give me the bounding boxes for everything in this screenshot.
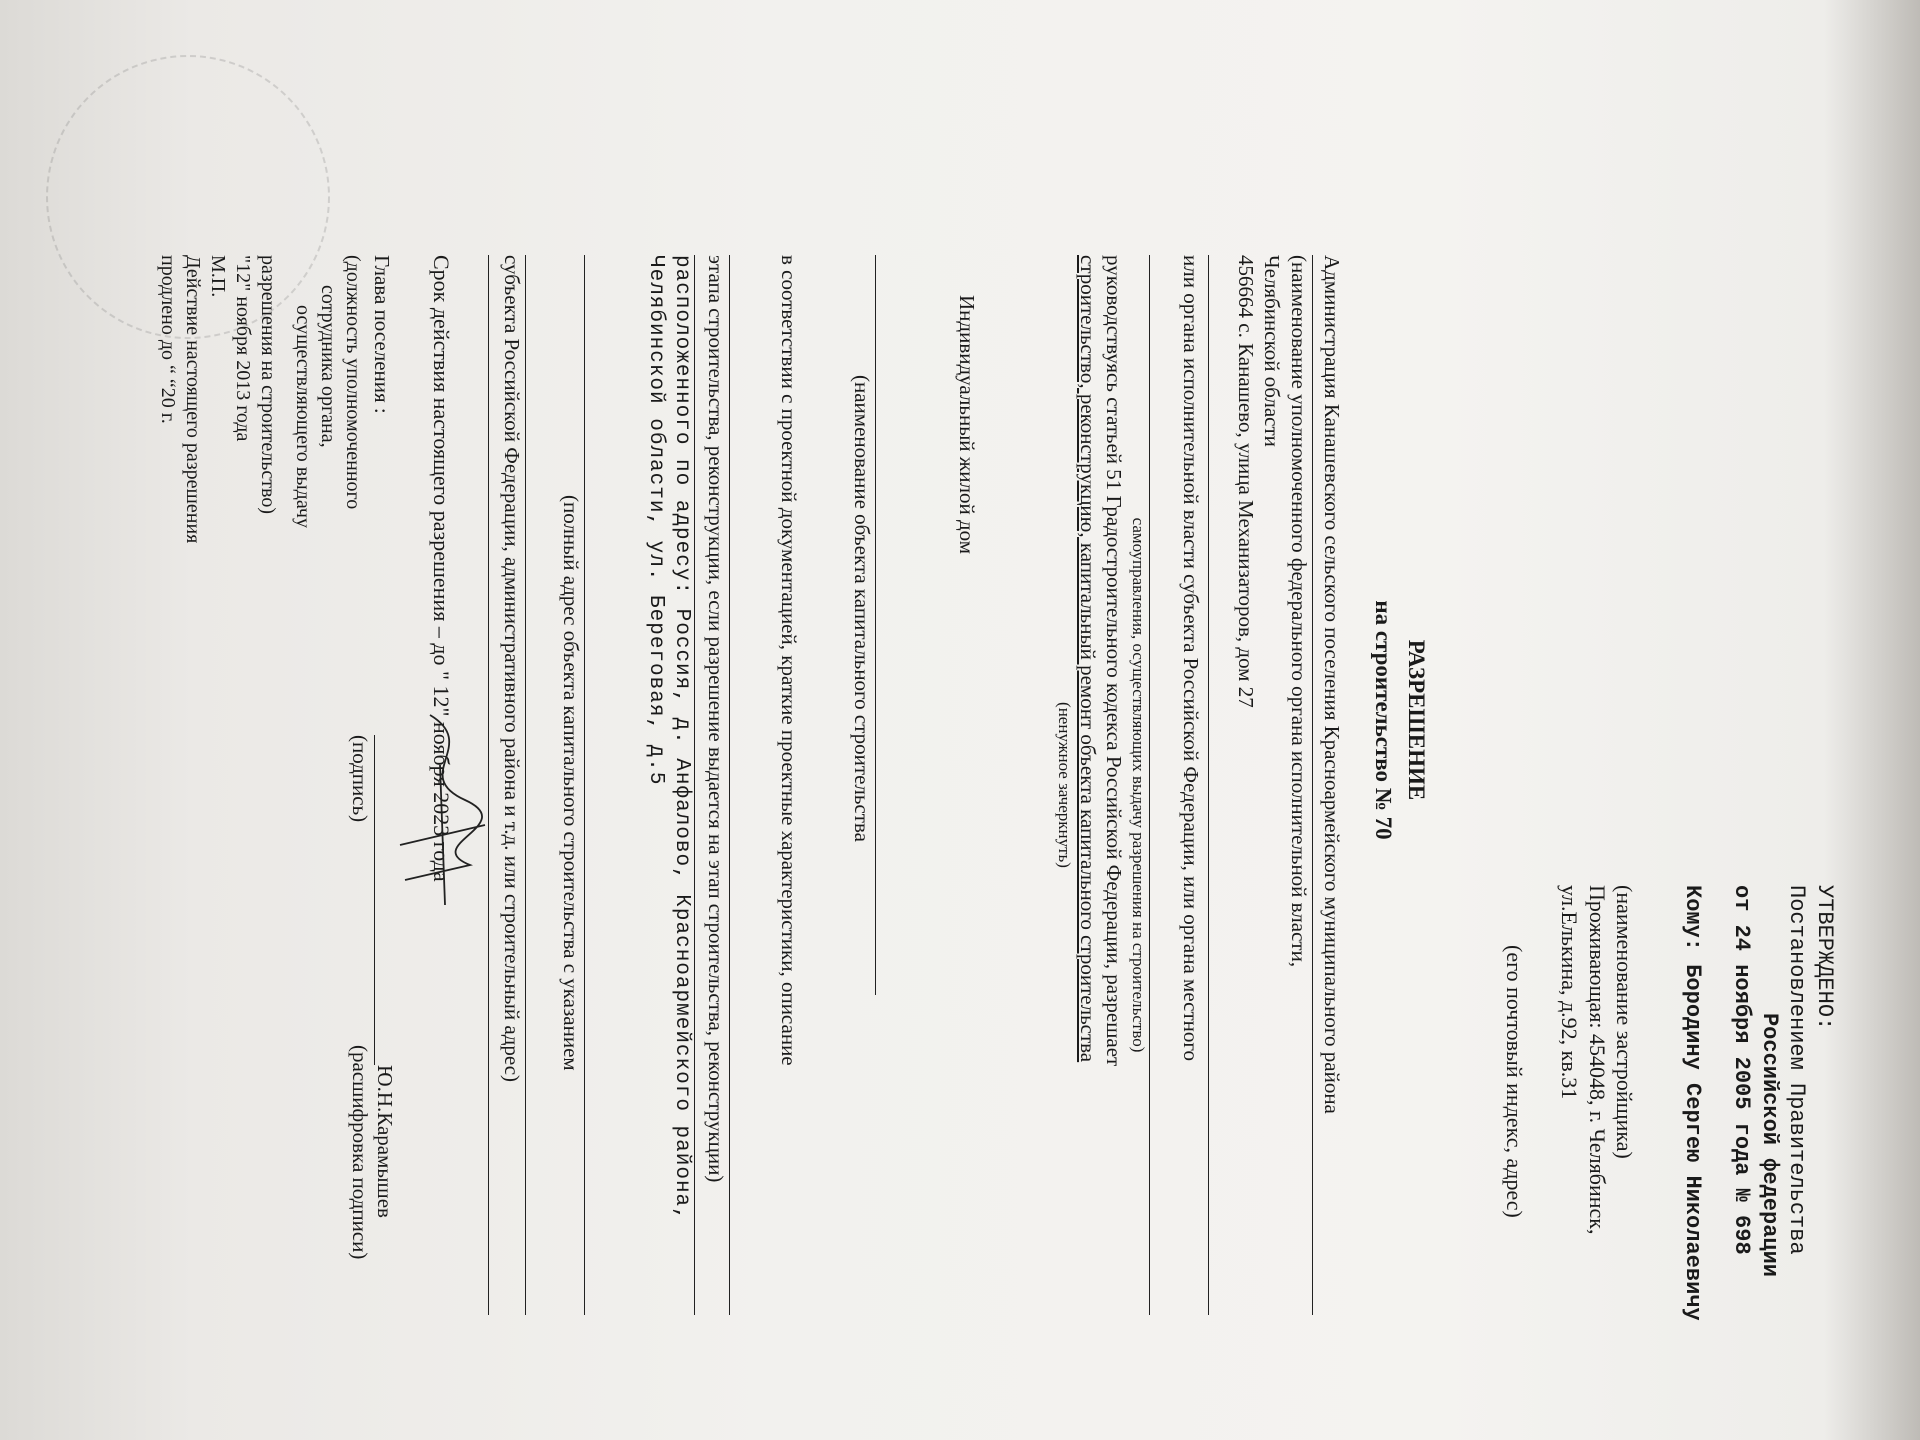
signature-rule — [374, 735, 375, 1065]
recipient-name-caption: (наименование застройщика) — [1612, 885, 1638, 1159]
approved-line1: Постановлением Правительства — [1784, 885, 1810, 1255]
issuer-rule2 — [1208, 255, 1209, 1315]
object-address-caption1: (полный адрес объекта капитального строительства с указанием — [559, 495, 584, 1071]
issuer-rule — [1312, 255, 1313, 1315]
issuer-caption2: или органа исполнительной власти субъекта Российской Федерации, или органа местного — [1179, 255, 1203, 1061]
issuer-name: Администрация Канашевского сельского поселения Красноармейского муниципального района — [1320, 255, 1344, 1114]
recipient-address-caption: (его почтовый индекс, адрес) — [1502, 945, 1527, 1218]
object-doc-caption2: этапа строительства, реконструкции, если разрешение выдается на этап строительства, реконструкции) — [704, 255, 729, 1183]
issuer-block — [1054, 255, 1345, 1355]
to-label: Кому: — [1680, 885, 1705, 952]
permit-works: строительство, реконструкцию, капитальный ремонт объекта капитального строительства — [1076, 255, 1101, 1063]
issuer-rule3 — [1149, 255, 1150, 1315]
position-caption4: разрешения на строительство) — [257, 255, 279, 514]
issuer-address: 456664 с. Канашево, улица Механизаторов, дом 27 — [1234, 255, 1259, 708]
object-address-rule — [694, 255, 695, 1315]
signatory-name-caption: (расшифровка подписи) — [348, 1045, 372, 1260]
signature-block — [265, 255, 395, 1355]
position-caption1: (должность уполномоченного — [342, 255, 364, 510]
validity-text: Срок действия настоящего разрешения – до " 12" ноября 2023 года — [429, 255, 454, 882]
approved-label: УТВЕРЖДЕНО: — [1812, 885, 1837, 1031]
permit-text: руководствуясь статьей 51 Градостроительного кодекса Российской Федерации, разрешает — [1102, 255, 1127, 1067]
issuer-caption1: (наименование уполномоченного федерального органа исполнительной власти, — [1286, 255, 1311, 968]
signatory-name: Ю.Н.Карамышев — [373, 1065, 397, 1218]
object-name-rule — [875, 255, 876, 995]
title-number: на строительство № 70 — [1371, 600, 1397, 840]
title-heading: РАЗРЕШЕНИЕ — [1404, 639, 1429, 801]
sign-date: "12" ноября 2013 года — [232, 255, 254, 442]
object-address-line2: Челябинской области, ул. Береговая, д.5 — [643, 255, 667, 786]
issuer-caption3: самоуправления, осуществляющих выдачу разрешения на строительство) — [1128, 517, 1148, 1053]
seal-label: М.П. — [207, 255, 229, 298]
permit-page — [30, 15, 1890, 1425]
object-address-rule2 — [585, 255, 586, 1315]
approved-line3: от 24 ноября 2005 года № 698 — [1729, 885, 1755, 1255]
object-name-caption: (наименование объекта капитального строительства — [849, 375, 874, 842]
object-address-line1: расположенного по адресу: Россия, д. Анфалово, Красноармейского района, — [670, 255, 693, 1221]
recipient-name: Бородину Сергею Николаевичу — [1680, 964, 1705, 1321]
faded-stamp — [46, 55, 330, 339]
approved-line2: Российской федерации — [1757, 1012, 1782, 1278]
object-name: Индивидуальный жилой дом — [955, 295, 979, 555]
signatory-position: Глава поселения : — [370, 255, 394, 414]
object-address-rule3 — [525, 255, 526, 1315]
date-block — [155, 255, 280, 1355]
object-block — [488, 255, 980, 1355]
extension-line2: продлено до “ “20 г. — [157, 255, 179, 424]
approval-block — [1501, 885, 1839, 1405]
handwritten-signature — [390, 705, 500, 925]
position-caption3: осуществляющего выдачу — [292, 305, 314, 528]
extension-line1: Действие настоящего разрешения — [182, 255, 204, 544]
recipient-address-line1: Проживающая: 454048, г. Челябинск, — [1585, 885, 1610, 1235]
issuer-region: Челябинской области — [1260, 255, 1285, 447]
permit-title — [1369, 15, 1431, 1425]
position-caption2: сотрудника органа, — [317, 285, 339, 448]
recipient-address-line2: ул.Елькина, д.92, кв.31 — [1557, 885, 1583, 1100]
object-doc-rule — [729, 255, 730, 1315]
object-address-caption2: субъекта Российской Федерации, административного района и т.д. или строительный адрес) — [500, 255, 525, 1083]
permit-works-caption: (ненужное зачеркнуть) — [1055, 702, 1074, 868]
object-doc-caption1: в соответствии с проектной документацией, краткие проектные характеристики, описание — [777, 255, 802, 1066]
signature-caption: (подпись) — [348, 735, 372, 823]
